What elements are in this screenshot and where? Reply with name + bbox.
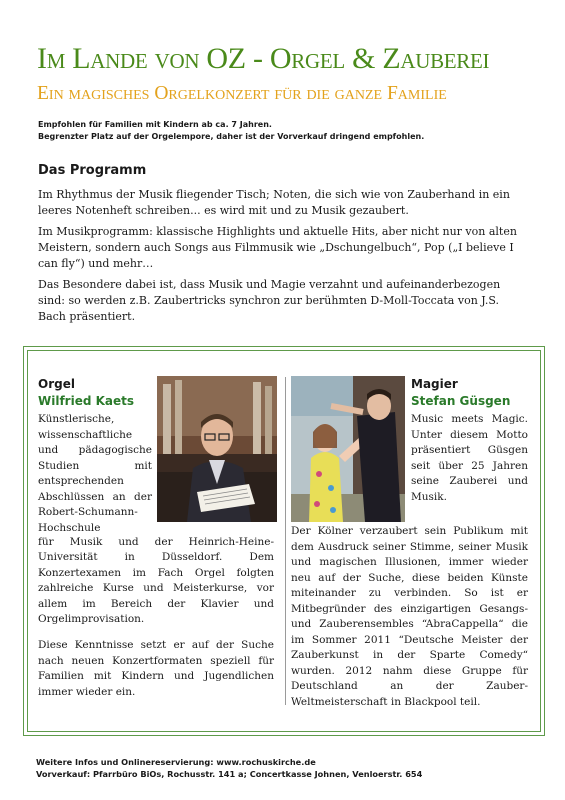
footer-info: Weitere Infos und Onlinereservierung: www.rochuskirche.de	[36, 757, 316, 767]
programm-text	[38, 187, 528, 330]
magier-role: Magier	[411, 377, 458, 391]
magier-header	[411, 376, 510, 410]
magier-bio-bottom: Der Kölner verzaubert sein Publikum mit dem Ausdruck seiner Stimme, seiner Musik und magischen Illusionen, immer wieder neu auf der Suche, diese beiden Künste miteinander zu verbinden. So ist er Mitbegründer des einzigartigen Gesangs- und Zauberensembles “AbraCappella“ die im Sommer 2011 “Deutsche Meister der Zauberkunst in der Sparte Comedy“ wurden. 2012 nahm diese Gruppe für Deutschland an der Zauber-Weltmeisterschaft in Blackpool teil.	[291, 525, 528, 708]
footer	[36, 756, 536, 780]
column-divider	[285, 377, 286, 705]
orgel-bio-top: Künstlerische, wissenschaftliche und pädagogische Studien mit entsprechenden Abschlüssen an der Robert-Schumann-Hochschule	[38, 413, 152, 534]
orgel-role: Orgel	[38, 377, 75, 391]
magician-photo	[291, 376, 405, 522]
programm-heading: Das Programm	[38, 163, 147, 178]
magier-bio-top: Music meets Magic. Unter diesem Motto präsentiert Güsgen seit über 25 Jahren seine Zauberei und Musik.	[411, 413, 528, 503]
orgel-bio-bottom	[38, 524, 274, 711]
orgel-name: Wilfried Kaets	[38, 394, 135, 408]
note-presale: Begrenzter Platz auf der Orgelempore, daher ist der Vorverkauf dringend empfohlen.	[38, 132, 425, 141]
magier-name: Stefan Güsgen	[411, 394, 511, 408]
orgel-bio-paragraph: Diese Kenntnisse setzt er auf der Suche nach neuen Konzertformaten speziell für Familien mit Kindern und Jugendlichen immer wieder ein.	[38, 639, 274, 698]
programm-paragraph: Das Besondere dabei ist, dass Musik und Magie verzahnt und aufeinanderbezogen sind: so werden z.B. Zaubertricks synchron zur berühmten D-Moll-Toccata von J.S. Bach präsentiert.	[38, 278, 501, 323]
footer-presale: Vorverkauf: Pfarrbüro BiOs, Rochusstr. 141 a; Concertkasse Johnen, Venloerstr. 654	[36, 769, 423, 779]
programm-paragraph: Im Rhythmus der Musik fliegender Tisch; Noten, die sich wie von Zauberhand in ein leeres Notenheft schreiben... es wird mit und zu Musik gezaubert.	[38, 188, 510, 217]
page-subtitle: Ein magisches Orgelkonzert für die ganze Familie	[37, 83, 447, 104]
notes	[38, 119, 538, 143]
programm-paragraph: Im Musikprogramm: klassische Highlights und aktuelle Hits, aber nicht nur von alten Meistern, sondern auch Songs aus Filmmusik wie „Dschungelbuch“, Pop („I believe I can fly“) und mehr…	[38, 225, 517, 270]
orgel-header	[38, 376, 134, 410]
note-age: Empfohlen für Familien mit Kindern ab ca. 7 Jahren.	[38, 120, 272, 129]
organist-photo	[157, 376, 277, 522]
orgel-bio-paragraph: für Musik und der Heinrich-Heine-Universität in Düsseldorf. Dem Konzertexamen im Fach Orgel folgten zahlreiche Kurse und Meisterkurse, vor allem im Bereich der Klavier und Orgelimprovisation.	[38, 535, 274, 625]
page-title: Im Lande von OZ - Orgel & Zauberei	[37, 42, 490, 75]
